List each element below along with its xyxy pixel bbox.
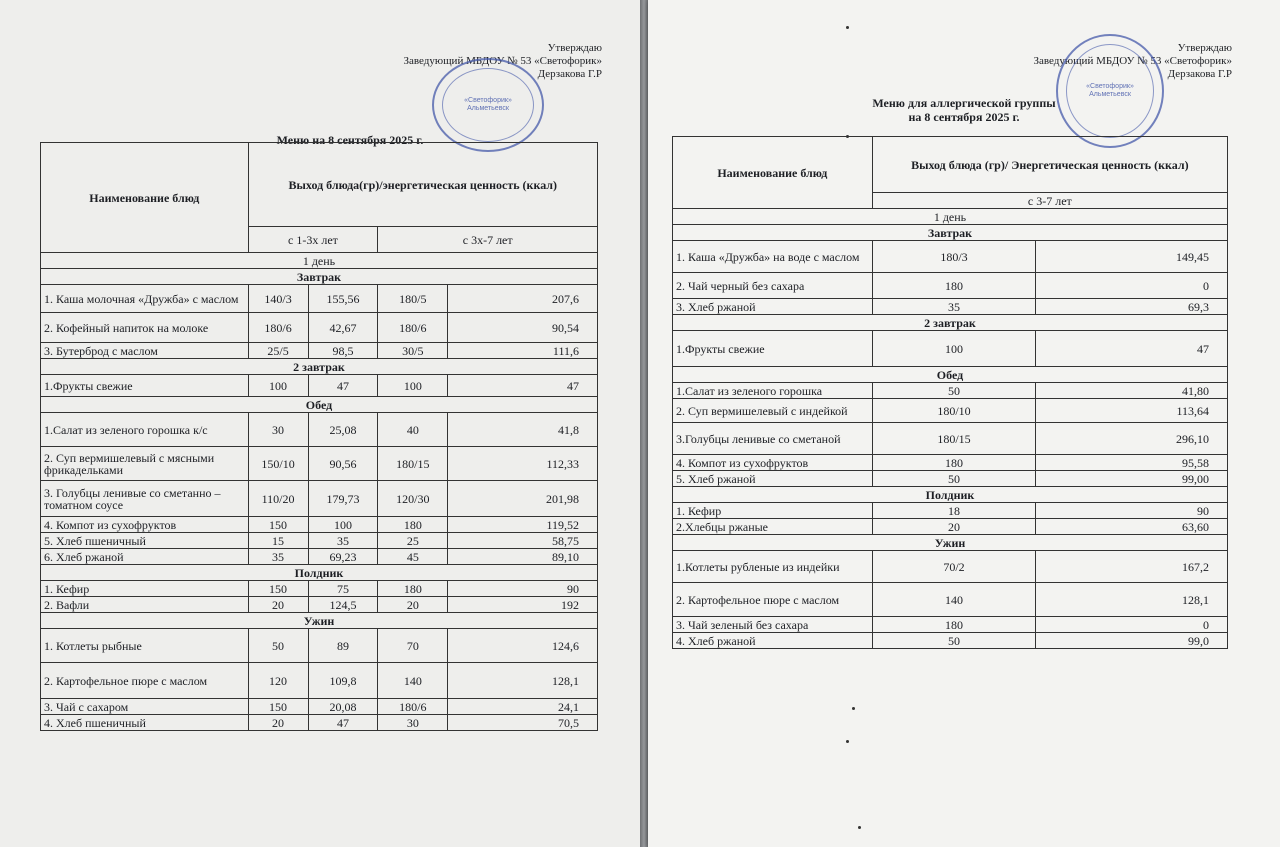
value-cell: 89 bbox=[308, 629, 378, 663]
menu-table bbox=[672, 136, 1228, 649]
dish-name-cell: 1.Фрукты свежие bbox=[673, 331, 873, 367]
value-cell: 201,98 bbox=[448, 481, 598, 517]
page-fold bbox=[640, 0, 648, 847]
dish-name-cell: 1.Фрукты свежие bbox=[41, 375, 249, 397]
menu-row bbox=[41, 313, 598, 343]
stamp-text: Альметьевск bbox=[1089, 91, 1131, 98]
stamp-text: Альметьевск bbox=[467, 105, 509, 112]
value-cell: 20 bbox=[248, 597, 308, 613]
value-cell: 120/30 bbox=[378, 481, 448, 517]
menu-row bbox=[673, 241, 1228, 273]
menu-row bbox=[673, 331, 1228, 367]
menu-row bbox=[673, 423, 1228, 455]
value-cell: 140/3 bbox=[248, 285, 308, 313]
value-cell: 69,23 bbox=[308, 549, 378, 565]
value-cell: 15 bbox=[248, 533, 308, 549]
value-cell: 99,0 bbox=[1036, 633, 1228, 649]
value-cell: 50 bbox=[872, 633, 1036, 649]
value-cell: 150 bbox=[248, 699, 308, 715]
value-cell: 25,08 bbox=[308, 413, 378, 447]
value-cell: 180 bbox=[872, 617, 1036, 633]
pen-mark bbox=[846, 26, 849, 29]
menu-row bbox=[673, 299, 1228, 315]
value-cell: 149,45 bbox=[1036, 241, 1228, 273]
dish-name-cell: 5. Хлеб ржаной bbox=[673, 471, 873, 487]
value-cell: 50 bbox=[872, 471, 1036, 487]
menu-row bbox=[41, 481, 598, 517]
menu-row bbox=[673, 633, 1228, 649]
value-cell: 167,2 bbox=[1036, 551, 1228, 583]
value-cell: 63,60 bbox=[1036, 519, 1228, 535]
value-cell: 124,6 bbox=[448, 629, 598, 663]
value-cell: 42,67 bbox=[308, 313, 378, 343]
value-cell: 20 bbox=[378, 597, 448, 613]
menu-row bbox=[41, 629, 598, 663]
value-cell: 180 bbox=[872, 455, 1036, 471]
menu-row bbox=[673, 503, 1228, 519]
menu-row bbox=[673, 455, 1228, 471]
pen-mark bbox=[846, 740, 849, 743]
approval-line: Заведующий МБДОУ № 53 «Светофорик» bbox=[1033, 55, 1232, 67]
value-cell: 47 bbox=[448, 375, 598, 397]
dish-name-cell: 2. Суп вермишелевый с индейкой bbox=[673, 399, 873, 423]
dish-name-cell: 2. Вафли bbox=[41, 597, 249, 613]
value-cell: 180/6 bbox=[378, 699, 448, 715]
value-cell: 47 bbox=[1036, 331, 1228, 367]
value-cell: 120 bbox=[248, 663, 308, 699]
value-cell: 90 bbox=[448, 581, 598, 597]
menu-row bbox=[673, 551, 1228, 583]
age-column-header: с 1-3х лет bbox=[248, 227, 378, 253]
dish-name-cell: 4. Хлеб ржаной bbox=[673, 633, 873, 649]
value-cell: 150 bbox=[248, 581, 308, 597]
meal-section-header: Ужин bbox=[673, 535, 1228, 551]
menu-row bbox=[41, 597, 598, 613]
value-cell: 180 bbox=[872, 273, 1036, 299]
menu-row bbox=[41, 699, 598, 715]
dish-name-cell: 3. Голубцы ленивые со сметанно –томатном соусе bbox=[41, 481, 249, 517]
menu-row bbox=[41, 447, 598, 481]
menu-title-line: Меню для аллергической группы bbox=[872, 96, 1056, 110]
dish-name-cell: 5. Хлеб пшеничный bbox=[41, 533, 249, 549]
value-cell: 180/15 bbox=[872, 423, 1036, 455]
value-cell: 180 bbox=[378, 581, 448, 597]
menu-title bbox=[844, 96, 1084, 124]
meal-section-header: Ужин bbox=[41, 613, 598, 629]
value-cell: 90 bbox=[1036, 503, 1228, 519]
meal-section-header: Обед bbox=[673, 367, 1228, 383]
dish-name-cell: 6. Хлеб ржаной bbox=[41, 549, 249, 565]
menu-row bbox=[673, 471, 1228, 487]
value-cell: 69,3 bbox=[1036, 299, 1228, 315]
dish-name-cell: 3. Бутерброд с маслом bbox=[41, 343, 249, 359]
age-column-header: с 3х-7 лет bbox=[378, 227, 598, 253]
meal-section-header: 2 завтрак bbox=[41, 359, 598, 375]
stamp-text: «Светофорик» bbox=[464, 97, 512, 104]
value-cell: 100 bbox=[248, 375, 308, 397]
value-cell: 100 bbox=[378, 375, 448, 397]
dish-name-cell: 1. Котлеты рыбные bbox=[41, 629, 249, 663]
value-cell: 124,5 bbox=[308, 597, 378, 613]
value-cell: 30 bbox=[248, 413, 308, 447]
value-cell: 18 bbox=[872, 503, 1036, 519]
dish-name-cell: 1.Салат из зеленого горошка bbox=[673, 383, 873, 399]
value-cell: 35 bbox=[248, 549, 308, 565]
menu-row bbox=[41, 285, 598, 313]
value-cell: 70 bbox=[378, 629, 448, 663]
dish-name-cell: 2. Картофельное пюре с маслом bbox=[673, 583, 873, 617]
value-cell: 35 bbox=[872, 299, 1036, 315]
approval-line: Дерзакова Г.Р bbox=[1167, 68, 1232, 80]
approval-line: Утверждаю bbox=[1177, 42, 1232, 54]
value-cell: 30 bbox=[378, 715, 448, 731]
pen-mark bbox=[858, 826, 861, 829]
menu-row bbox=[41, 581, 598, 597]
value-cell: 41,80 bbox=[1036, 383, 1228, 399]
dish-name-cell: 2.Хлебцы ржаные bbox=[673, 519, 873, 535]
value-cell: 50 bbox=[248, 629, 308, 663]
dish-name-cell: 2. Чай черный без сахара bbox=[673, 273, 873, 299]
value-cell: 95,58 bbox=[1036, 455, 1228, 471]
value-cell: 109,8 bbox=[308, 663, 378, 699]
menu-row bbox=[41, 413, 598, 447]
day-label: 1 день bbox=[41, 253, 598, 269]
menu-row bbox=[41, 343, 598, 359]
value-cell: 192 bbox=[448, 597, 598, 613]
value-cell: 20 bbox=[248, 715, 308, 731]
value-cell: 41,8 bbox=[448, 413, 598, 447]
value-cell: 90,54 bbox=[448, 313, 598, 343]
value-cell: 24,1 bbox=[448, 699, 598, 715]
value-cell: 70,5 bbox=[448, 715, 598, 731]
value-cell: 100 bbox=[308, 517, 378, 533]
dish-name-cell: 2. Кофейный напиток на молоке bbox=[41, 313, 249, 343]
value-cell: 58,75 bbox=[448, 533, 598, 549]
dish-name-cell: 4. Компот из сухофруктов bbox=[673, 455, 873, 471]
meal-section-header: 2 завтрак bbox=[673, 315, 1228, 331]
value-cell: 207,6 bbox=[448, 285, 598, 313]
stamp-text: «Светофорик» bbox=[1086, 83, 1134, 90]
value-cell: 112,33 bbox=[448, 447, 598, 481]
dish-column-header: Наименование блюд bbox=[41, 143, 249, 253]
value-cell: 50 bbox=[872, 383, 1036, 399]
value-cell: 25/5 bbox=[248, 343, 308, 359]
dish-name-cell: 4. Компот из сухофруктов bbox=[41, 517, 249, 533]
menu-row bbox=[41, 715, 598, 731]
dish-name-cell: 2. Суп вермишелевый с мясными фрикадельками bbox=[41, 447, 249, 481]
meal-section-header: Завтрак bbox=[41, 269, 598, 285]
value-cell: 100 bbox=[872, 331, 1036, 367]
value-cell: 45 bbox=[378, 549, 448, 565]
pen-mark bbox=[852, 707, 855, 710]
value-cell: 40 bbox=[378, 413, 448, 447]
value-cell: 75 bbox=[308, 581, 378, 597]
value-cell: 180 bbox=[378, 517, 448, 533]
value-cell: 180/10 bbox=[872, 399, 1036, 423]
value-cell: 180/6 bbox=[378, 313, 448, 343]
menu-row bbox=[41, 375, 598, 397]
value-cell: 180/6 bbox=[248, 313, 308, 343]
dish-name-cell: 3. Хлеб ржаной bbox=[673, 299, 873, 315]
menu-row bbox=[673, 617, 1228, 633]
value-cell: 140 bbox=[378, 663, 448, 699]
value-cell: 155,56 bbox=[308, 285, 378, 313]
meal-section-header: Обед bbox=[41, 397, 598, 413]
menu-row bbox=[41, 517, 598, 533]
dish-name-cell: 2. Картофельное пюре с маслом bbox=[41, 663, 249, 699]
value-cell: 30/5 bbox=[378, 343, 448, 359]
menu-row bbox=[673, 273, 1228, 299]
value-cell: 20,08 bbox=[308, 699, 378, 715]
approval-line: Утверждаю bbox=[547, 42, 602, 54]
value-cell: 150 bbox=[248, 517, 308, 533]
approval-line: Дерзакова Г.Р bbox=[537, 68, 602, 80]
menu-row bbox=[673, 399, 1228, 423]
dish-name-cell: 3. Чай с сахаром bbox=[41, 699, 249, 715]
value-cell: 35 bbox=[308, 533, 378, 549]
dish-name-cell: 1.Салат из зеленого горошка к/с bbox=[41, 413, 249, 447]
dish-name-cell: 3. Чай зеленый без сахара bbox=[673, 617, 873, 633]
value-cell: 113,64 bbox=[1036, 399, 1228, 423]
menu-row bbox=[41, 663, 598, 699]
value-cell: 140 bbox=[872, 583, 1036, 617]
value-cell: 180/3 bbox=[872, 241, 1036, 273]
value-cell: 128,1 bbox=[1036, 583, 1228, 617]
menu-table bbox=[40, 142, 598, 731]
official-stamp bbox=[1056, 34, 1164, 148]
value-cell: 0 bbox=[1036, 617, 1228, 633]
age-column-header: с 3-7 лет bbox=[872, 193, 1227, 209]
meal-section-header: Завтрак bbox=[673, 225, 1228, 241]
value-cell: 150/10 bbox=[248, 447, 308, 481]
value-cell: 70/2 bbox=[872, 551, 1036, 583]
value-cell: 128,1 bbox=[448, 663, 598, 699]
menu-title-line: на 8 сентября 2025 г. bbox=[908, 110, 1020, 124]
dish-name-cell: 1. Кефир bbox=[673, 503, 873, 519]
value-cell: 179,73 bbox=[308, 481, 378, 517]
dish-column-header: Наименование блюд bbox=[673, 137, 873, 209]
meal-section-header: Полдник bbox=[673, 487, 1228, 503]
menu-title: Меню на 8 сентября 2025 г. bbox=[276, 133, 424, 147]
value-cell: 98,5 bbox=[308, 343, 378, 359]
value-cell: 90,56 bbox=[308, 447, 378, 481]
value-cell: 20 bbox=[872, 519, 1036, 535]
approval-line: Заведующий МБДОУ № 53 «Светофорик» bbox=[403, 55, 602, 67]
menu-row bbox=[673, 583, 1228, 617]
value-cell: 99,00 bbox=[1036, 471, 1228, 487]
meal-section-header: Полдник bbox=[41, 565, 598, 581]
value-cell: 180/5 bbox=[378, 285, 448, 313]
value-cell: 47 bbox=[308, 375, 378, 397]
menu-row bbox=[673, 519, 1228, 535]
output-column-header: Выход блюда (гр)/ Энергетическая ценность (ккал) bbox=[872, 137, 1227, 193]
dish-name-cell: 3.Голубцы ленивые со сметаной bbox=[673, 423, 873, 455]
value-cell: 119,52 bbox=[448, 517, 598, 533]
value-cell: 0 bbox=[1036, 273, 1228, 299]
menu-row bbox=[41, 549, 598, 565]
dish-name-cell: 1. Каша «Дружба» на воде с маслом bbox=[673, 241, 873, 273]
right-menu-sheet bbox=[648, 0, 1280, 847]
value-cell: 47 bbox=[308, 715, 378, 731]
value-cell: 180/15 bbox=[378, 447, 448, 481]
value-cell: 110/20 bbox=[248, 481, 308, 517]
value-cell: 25 bbox=[378, 533, 448, 549]
value-cell: 296,10 bbox=[1036, 423, 1228, 455]
output-column-header: Выход блюда(гр)/энергетическая ценность (ккал) bbox=[248, 143, 597, 227]
menu-row bbox=[673, 383, 1228, 399]
value-cell: 111,6 bbox=[448, 343, 598, 359]
pen-mark bbox=[846, 135, 849, 138]
dish-name-cell: 1.Котлеты рубленые из индейки bbox=[673, 551, 873, 583]
menu-row bbox=[41, 533, 598, 549]
dish-name-cell: 4. Хлеб пшеничный bbox=[41, 715, 249, 731]
dish-name-cell: 1. Каша молочная «Дружба» с маслом bbox=[41, 285, 249, 313]
value-cell: 89,10 bbox=[448, 549, 598, 565]
day-label: 1 день bbox=[673, 209, 1228, 225]
dish-name-cell: 1. Кефир bbox=[41, 581, 249, 597]
